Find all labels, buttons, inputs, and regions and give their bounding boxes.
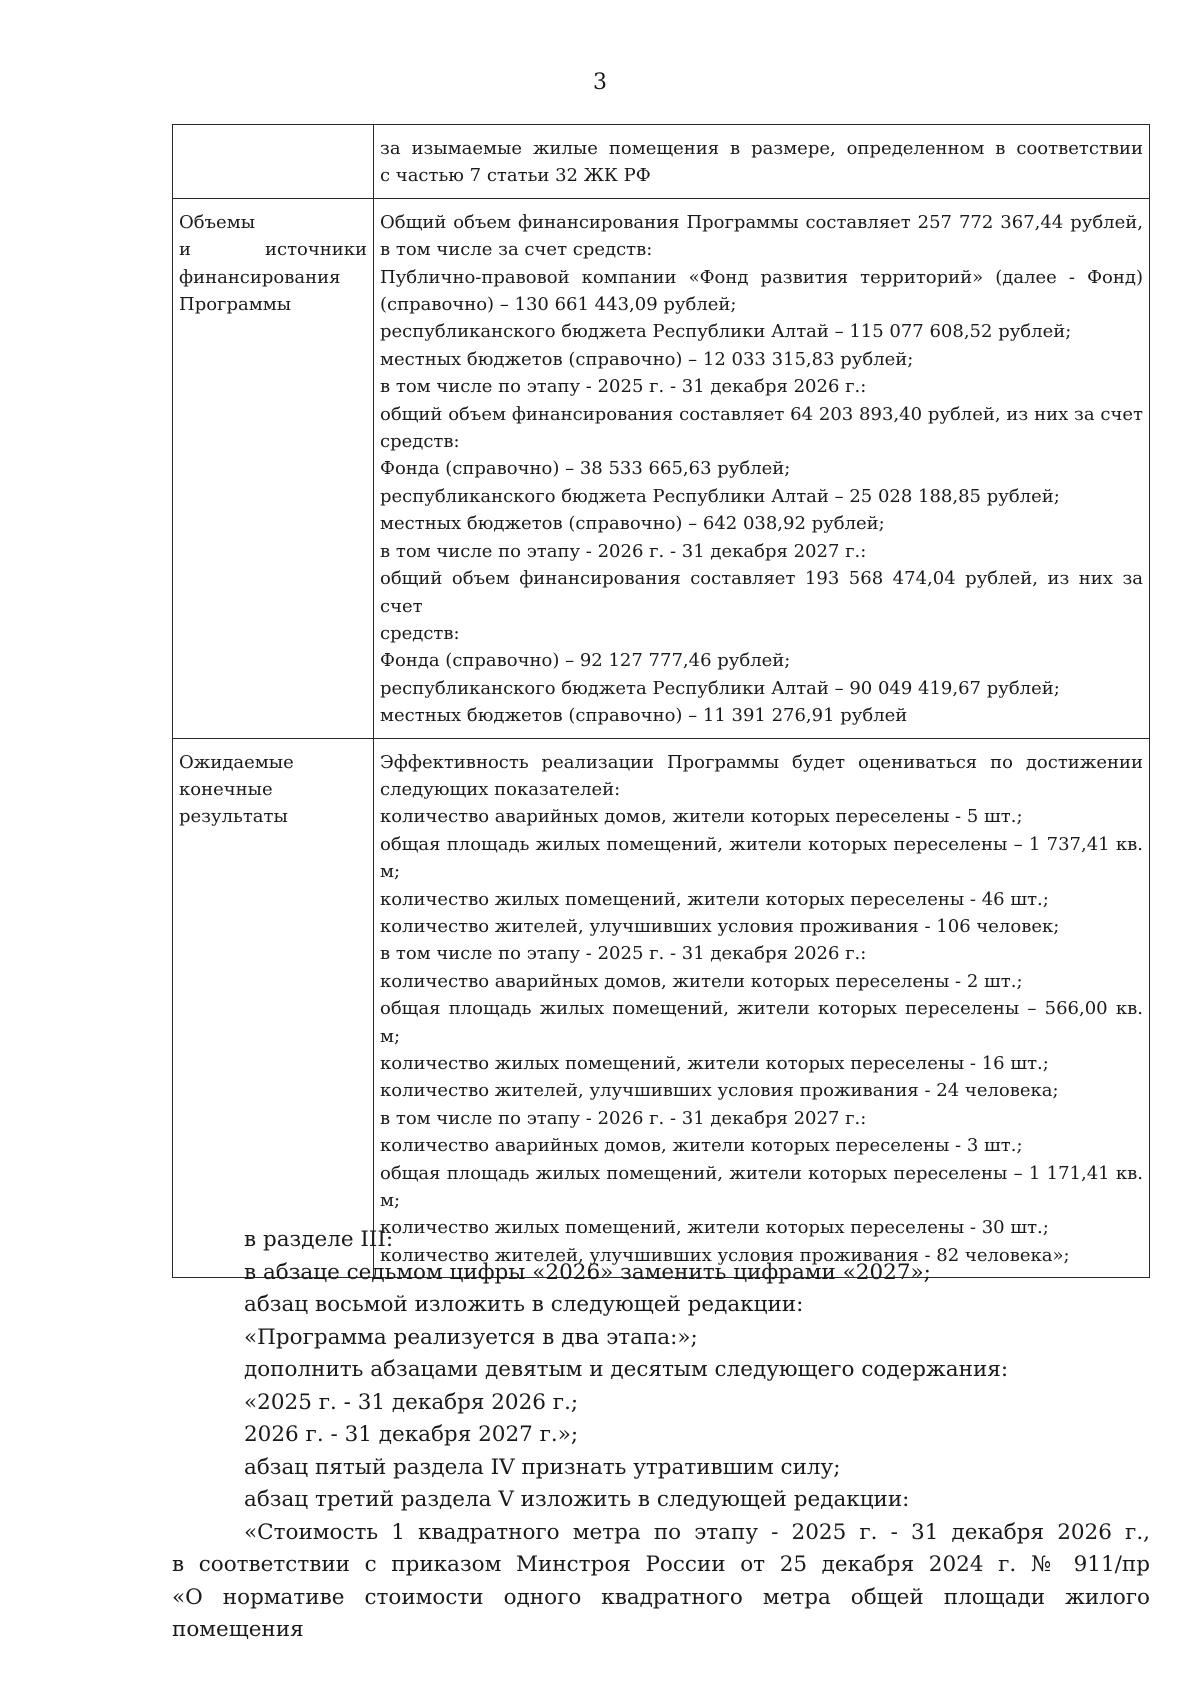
content-line: Публично-правовой компании «Фонд развития территорий» (далее - Фонд) — [380, 266, 1143, 288]
content-line: в том числе по этапу - 2025 г. - 31 декабря 2026 г.: — [380, 943, 867, 965]
row-content-cell — [374, 125, 1150, 199]
label-line: финансирования — [179, 266, 341, 288]
content-line: м; — [380, 1190, 401, 1212]
content-line: общий объем финансирования составляет 193 568 474,04 рублей, из них за счет — [380, 568, 1143, 617]
content-line: общая площадь жилых помещений, жители которых переселены – 1 171,41 кв. — [380, 1162, 1143, 1184]
table-row — [173, 125, 1150, 199]
content-line: за изымаемые жилые помещения в размере, определенном в соответствии — [380, 138, 1143, 159]
body-line: в разделе III: — [244, 1227, 394, 1252]
body-line: абзац восьмой изложить в следующей редакции: — [244, 1292, 804, 1317]
row-content-cell — [374, 738, 1150, 1278]
content-line: количество аварийных домов, жители которых переселены - 3 шт.; — [380, 1135, 1023, 1157]
content-line: республиканского бюджета Республики Алтай – 115 077 608,52 рублей; — [380, 321, 1072, 343]
content-line: общая площадь жилых помещений, жители которых переселены – 1 737,41 кв. — [380, 833, 1143, 855]
content-line: следующих показателей: — [380, 778, 621, 800]
content-line: количество жилых помещений, жители которых переселены - 30 шт.; — [380, 1217, 1049, 1239]
content-line: количество жилых помещений, жители которых переселены - 16 шт.; — [380, 1053, 1049, 1074]
body-line: дополнить абзацами девятым и десятым следующего содержания: — [244, 1357, 1009, 1382]
content-line: количество аварийных домов, жители которых переселены - 5 шт.; — [380, 806, 1023, 828]
body-line: в соответствии с приказом Минстроя России от 25 декабря 2024 г. № 911/пр — [172, 1552, 1150, 1577]
content-line: количество жителей, улучшивших условия проживания - 106 человек; — [380, 915, 1060, 937]
row-label-cell — [173, 738, 374, 1278]
content-line: количество жителей, улучшивших условия проживания - 24 человека; — [380, 1080, 1059, 1102]
program-passport-table — [172, 124, 1150, 1278]
content-line: Эффективность реализации Программы будет оцениваться по достижении — [380, 751, 1143, 773]
content-line: в том числе за счет средств: — [380, 239, 653, 261]
content-line: количество жителей, улучшивших условия проживания - 82 человека»; — [380, 1244, 1070, 1266]
content-line: количество аварийных домов, жители которых переселены - 2 шт.; — [380, 970, 1023, 992]
label-line: конечные — [179, 778, 273, 800]
content-line: в том числе по этапу - 2026 г. - 31 декабря 2027 г.: — [380, 1107, 867, 1129]
content-line: общая площадь жилых помещений, жители которых переселены – 566,00 кв. м; — [380, 998, 1143, 1047]
row-label-cell — [173, 198, 374, 738]
content-line: общий объем финансирования составляет 64 203 893,40 рублей, из них за счет — [380, 403, 1143, 425]
content-line: (справочно) – 130 661 443,09 рублей; — [380, 294, 737, 316]
content-line: Фонда (справочно) – 92 127 777,46 рублей; — [380, 650, 791, 672]
amendment-text — [172, 1224, 1150, 1647]
content-line: в том числе по этапу - 2026 г. - 31 декабря 2027 г.: — [380, 540, 867, 562]
label-line: результаты — [179, 806, 288, 828]
content-line: м; — [380, 861, 401, 883]
body-line: «О нормативе стоимости одного квадратного метра общей площади жилого помещения — [172, 1584, 1150, 1642]
content-line: местных бюджетов (справочно) – 12 033 315,83 рублей; — [380, 348, 914, 370]
label-line: Объемы — [179, 211, 256, 233]
row-label-cell — [173, 125, 374, 199]
body-line: 2026 г. - 31 декабря 2027 г.»; — [244, 1422, 579, 1447]
content-line: с частью 7 статьи 32 ЖК РФ — [380, 165, 651, 187]
page-number: 3 — [593, 70, 607, 95]
label-line: Ожидаемые — [179, 751, 294, 773]
body-line: «Программа реализуется в два этапа:»; — [244, 1324, 698, 1350]
body-line: «Стоимость 1 квадратного метра по этапу - 2025 г. - 31 декабря 2026 г., — [244, 1519, 1150, 1545]
content-line: в том числе по этапу - 2025 г. - 31 декабря 2026 г.: — [380, 376, 867, 398]
content-line: республиканского бюджета Республики Алтай – 90 049 419,67 рублей; — [380, 677, 1060, 699]
table-row — [173, 198, 1150, 738]
content-line: Фонда (справочно) – 38 533 665,63 рублей; — [380, 458, 791, 480]
content-line: республиканского бюджета Республики Алтай – 25 028 188,85 рублей; — [380, 485, 1060, 507]
content-line: местных бюджетов (справочно) – 11 391 276,91 рублей — [380, 705, 908, 727]
content-line: количество жилых помещений, жители которых переселены - 46 шт.; — [380, 888, 1049, 910]
content-line: средств: — [380, 431, 460, 453]
body-line: «2025 г. - 31 декабря 2026 г.; — [244, 1389, 579, 1415]
row-content-cell — [374, 198, 1150, 738]
table-row — [173, 738, 1150, 1278]
content-line: местных бюджетов (справочно) – 642 038,92 рублей; — [380, 513, 885, 535]
label-line: Программы — [179, 294, 292, 316]
body-line: в абзаце седьмом цифры «2026» заменить цифрами «2027»; — [244, 1259, 931, 1285]
label-line: и источники — [179, 239, 367, 261]
body-line: абзац третий раздела V изложить в следующей редакции: — [244, 1487, 910, 1512]
content-line: средств: — [380, 622, 460, 644]
content-line: Общий объем финансирования Программы составляет 257 772 367,44 рублей, — [380, 211, 1143, 233]
body-line: абзац пятый раздела IV признать утратившим силу; — [244, 1454, 841, 1480]
